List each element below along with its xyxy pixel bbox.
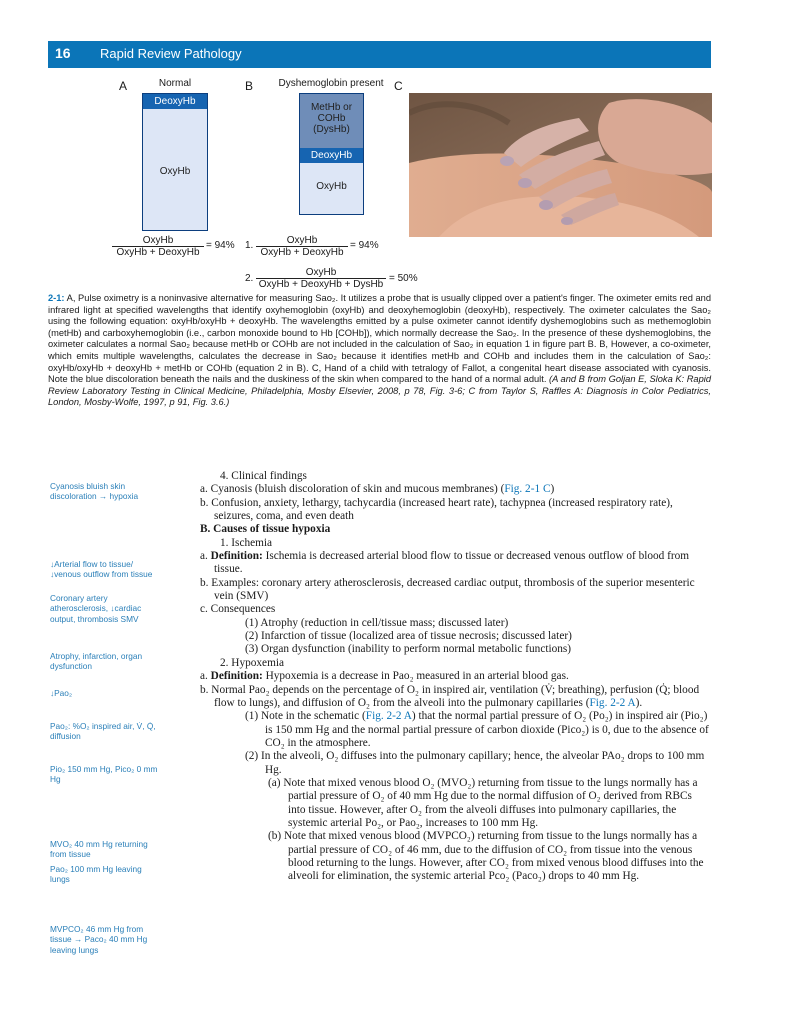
margin-note: Pio₂ 150 mm Hg, Pico₂ 0 mm Hg [50,764,158,785]
outline-item: (2) Infarction of tissue (localized area of tissue necrosis; discussed later) [245,630,572,643]
panel-a-letter: A [119,79,128,93]
eq-result: = 94% [206,240,235,251]
deoxyhb-bar-b: DeoxyHb [300,148,363,163]
book-title: Rapid Review Pathology [100,46,242,61]
page-number: 16 [55,45,71,61]
hb-column-dyshb [299,93,364,215]
margin-note: ↓Pao₂ [50,688,73,698]
caption-label: 2-1: [48,293,65,303]
body-text [200,470,712,884]
outline-item: (b) Note that mixed venous blood (MVPCO₂) returning from tissue to the lungs normally has a partial pressure of CO₂ of 46 mm, due to the diffusion of CO₂ from tissue into the venous blood returning to the lungs. However, after CO₂ from mixed venous blood diffuses into the alveoli for elimination, the systemic arterial Pco₂ (Paco₂) drops to 40 mm Hg. [268,830,704,883]
panel-c-letter: C [394,79,403,93]
figure-caption [48,293,711,409]
outline-item: c. Consequences [200,603,276,616]
figure-link[interactable]: Fig. 2-2 A [589,696,636,709]
eq1-label: 1. [245,240,254,251]
margin-note: MVPCO₂ 46 mm Hg from tissue → Paco₂ 40 mm Hg leaving lungs [50,924,148,955]
dyshb-label-line2: COHb [317,113,346,124]
panel-b-title: Dyshemoglobin present [278,78,384,89]
text-run: a. [200,550,211,563]
text-run: a. [200,670,211,683]
dyshb-label-line3: (DysHb) [313,124,350,135]
section-heading: B. Causes of tissue hypoxia [200,523,331,536]
text-run: a. Cyanosis (bluish discoloration of skin and mucous membranes) ( [200,483,505,496]
figure-link[interactable]: Fig. 2-2 A [365,710,412,723]
text-run: b. Normal Pao₂ depends on the percentage of O₂ in inspired air, ventilation (V̇; breathing), perfusion (Q̇; blood flow to lungs), and diffusion of O₂ from the alveoli into the pulmonary capillaries ( [200,683,700,709]
eq-numerator: OxyHb [142,235,174,246]
margin-note: Cyanosis bluish skin discoloration → hypoxia [50,481,139,502]
hand-photo-image [409,93,712,237]
margin-note: Coronary artery atherosclerosis, ↓cardiac output, thrombosis SMV [50,593,142,624]
text-run: Ischemia is decreased arterial blood flow to tissue or decreased venous outflow of blood from tissue. [214,550,690,576]
margin-note: Atrophy, infarction, organ dysfunction [50,651,143,672]
outline-item: 4. Clinical findings [220,470,307,482]
outline-item: b. Confusion, anxiety, lethargy, tachycardia (increased heart rate), tachypnea (increased respiratory rate), seizures, coma, and even death [200,496,673,523]
eq2-result: = 50% [389,273,418,284]
outline-item: (2) In the alveoli, O₂ diffuses into the pulmonary capillary; hence, the alveolar PAo₂ drops to 100 mm Hg. [245,750,705,776]
outline-item [200,670,712,683]
eq1-numerator: OxyHb [286,235,318,246]
equation-normal [112,235,204,258]
eq2-label: 2. [245,273,254,284]
outline-item: (a) Note that mixed venous blood O₂ (MVO₂) returning from tissue to the lungs normally has a partial pressure of O₂ of 40 mm Hg due to the normal diffusion of O₂ derived from RBCs into tissue. However, after O₂ from the alveoli diffuses into pulmonary capillaries, the systemic arterial Po₂, or Pao₂, increases to 100 mm Hg. [268,776,698,829]
outline-item [200,550,712,577]
text-run: Hypoxemia is a decrease in Pao₂ measured in an arterial blood gas. [262,670,569,683]
caption-credit: (A and B from Goljan E, Sloka K: Rapid Review Laboratory Testing in Clinical Medicine, Philadelphia, Mosby Elsevier, 2008, p 78, Fig. 3-6; C from Taylor S, Raffles A: Diagnosis in Color Pediatrics, London, Mosby-Wolfe, 1997, p 91, Fig. 3.6.) [48,374,711,408]
deoxyhb-bar: DeoxyHb [143,94,207,109]
text-run: ). [635,696,643,709]
eq-denominator: OxyHb + DeoxyHb [112,246,204,258]
margin-note: MVO₂ 40 mm Hg returning from tissue [50,839,148,860]
caption-text: A, Pulse oximetry is a noninvasive alternative for measuring Sao₂. It utilizes a probe that is usually clipped over a patient's finger. The oximeter emits red and infrared light at specified wavelengths that identify oxyhemoglobin (oxyHb) and deoxyhemoglobin (deoxyHb), respectively. The oximeter calculates the Sao₂ using the following equation: oxyHb/oxyHb + deoxyHb. The wavelengths emitted by a pulse oximeter cannot identify dyshemoglobins such as methemoglobin (metHb) and carboxyhemoglobin (i.e., carbon monoxide bound to Hb [COHb]), which normally decrease the Sao₂. In the presence of these dyshemoglobins, the oximeter calculates a normal Sao₂ because metHb or COHb are not included in the calculation of Sao₂ in equation 1 in figure part B. B, However, a co-oximeter, which emits multiple wavelengths, calculates the decrease in Sao₂ because it identifies metHb and COHb and includes them in the calculation of Sao₂: oxyHb/oxyHb + deoxyHb + metHb or COHb (equation 2 in B). C, Hand of a child with tetralogy of Fallot, a congenital heart disease associated with cyanosis. Note the blue discoloration beneath the nails and the duskiness of the skin when compared to the hand of a normal adult. [48,293,711,385]
oxyhb-label-b: OxyHb [316,181,347,192]
definition-label: Definition: [210,550,263,563]
outline-item: (1) Atrophy (reduction in cell/tissue mass; discussed later) [245,616,509,629]
text-run: ) [550,483,555,496]
eq1-denominator: OxyHb + DeoxyHb [256,246,348,258]
eq2-denominator: OxyHb + DeoxyHb + DysHb [256,278,386,290]
text-run: ) that the normal partial pressure of O₂ (Po₂) in inspired air (Pio₂) is 150 mm Hg and the normal partial pressure of carbon dioxide (Pico₂) is 0, due to the absence of CO₂ in the atmosphere. [265,710,709,749]
outline-item: 2. Hypoxemia [220,656,285,669]
equation-2 [256,267,386,290]
dyshb-label-line1: MetHb or [310,102,353,113]
figure-link[interactable]: Fig. 2-1 C [504,483,551,496]
text-run: (1) Note in the schematic ( [245,710,366,723]
outline-item: (3) Organ dysfunction (inability to perform normal metabolic functions) [245,643,572,656]
dyshb-label [300,102,363,135]
outline-item: b. Examples: coronary artery atherosclerosis, decreased cardiac output, thrombosis of the superior mesenteric vein (SMV) [200,576,695,603]
margin-note: Pao₂: %O₂ inspired air, V̇, Q̇, diffusion [50,721,156,742]
dyshb-segment [300,94,363,148]
hand-photo [409,93,712,237]
outline-item [200,483,712,496]
panel-a-title: Normal [158,78,192,89]
oxyhb-label: OxyHb [159,166,191,177]
outline-item [200,710,712,750]
outline-item [200,684,712,711]
page-header [48,41,711,68]
eq2-numerator: OxyHb [305,267,337,278]
hb-column-normal [142,93,208,231]
eq1-result: = 94% [350,240,379,251]
equation-1 [256,235,348,258]
outline-item: 1. Ischemia [220,536,273,549]
margin-note: ↓Arterial flow to tissue/↓venous outflow from tissue [50,559,153,580]
margin-note: Pao₂ 100 mm Hg leaving lungs [50,864,142,885]
definition-label: Definition: [210,670,263,683]
panel-b-letter: B [245,79,254,93]
